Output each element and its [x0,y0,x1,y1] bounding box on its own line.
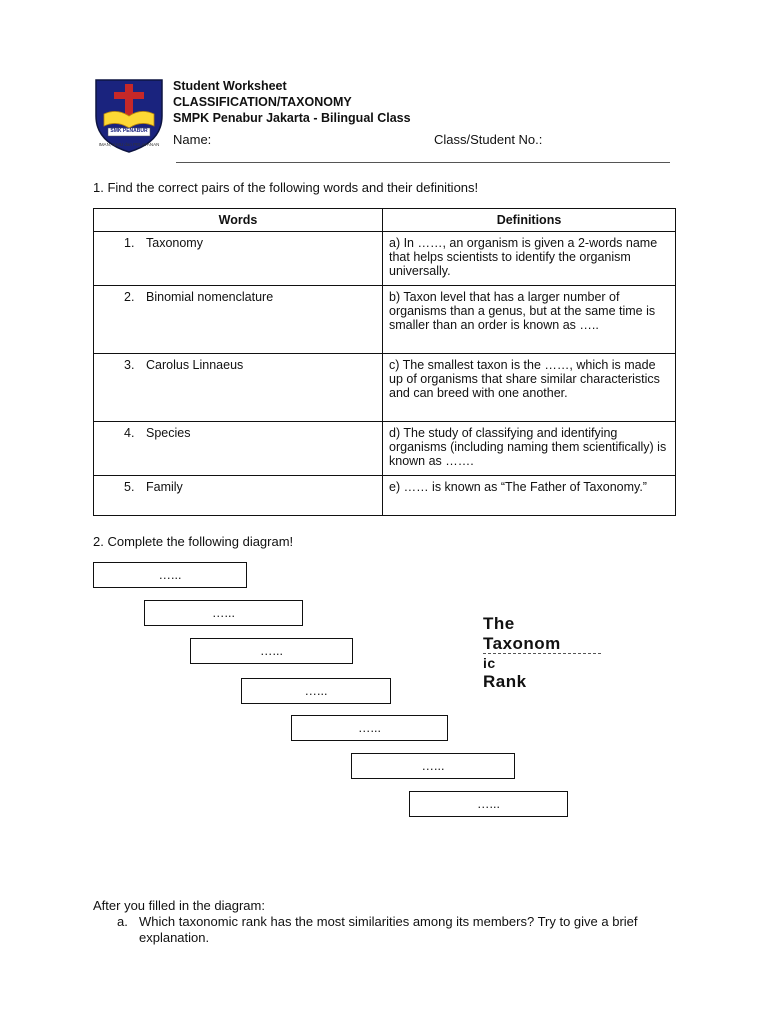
col-header-definitions: Definitions [383,209,676,232]
logo-banner-text: SMK PENABUR [110,128,148,134]
worksheet-topic: CLASSIFICATION/TAXONOMY [173,95,352,109]
question-a-marker: a. [117,914,128,929]
rank-box-4[interactable]: …... [241,678,391,704]
rank-box-7[interactable]: …... [409,791,568,817]
table-row-word: 5. Family [94,476,383,516]
matching-table [93,208,676,516]
diagram-title-underline [483,653,601,654]
logo-motto: IMAN, ILMU dan PELAYANAN [98,142,160,147]
q1-prompt: 1. Find the correct pairs of the following words and their definitions! [93,180,479,195]
table-row-word: 3. Carolus Linnaeus [94,354,383,422]
rank-box-1[interactable]: …... [93,562,247,588]
name-label: Name: [173,132,212,147]
q2-prompt: 2. Complete the following diagram! [93,534,294,549]
table-row-definition: a) In ……, an organism is given a 2-words name that helps scientists to identify the organism universally. [383,232,676,286]
rank-box-6[interactable]: …... [351,753,515,779]
rank-box-5[interactable]: …... [291,715,448,741]
worksheet-label: Student Worksheet [173,79,287,93]
table-row-definition: e) …… is known as “The Father of Taxonomy.” [383,476,676,516]
table-row-word: 4. Species [94,422,383,476]
name-underline [176,162,670,163]
table-row-word: 1. Taxonomy [94,232,383,286]
school-logo [92,76,166,154]
col-header-words: Words [94,209,383,232]
class-label: Class/Student No.: [434,132,543,147]
question-a-text: Which taxonomic rank has the most similarities among its members? Try to give a brief explanation. [139,914,638,945]
table-row-definition: b) Taxon level that has a larger number of organisms than a genus, but at the same time is smaller than an order is known as ….. [383,286,676,354]
rank-box-3[interactable]: …... [190,638,353,664]
table-row-definition: c) The smallest taxon is the ……, which is made up of organisms that share similar characteristics and can breed with one another. [383,354,676,422]
table-row-definition: d) The study of classifying and identifying organisms (including naming them scientifically) is known as ……. [383,422,676,476]
table-row-word: 2. Binomial nomenclature [94,286,383,354]
rank-box-2[interactable]: …... [144,600,303,626]
diagram-title: The Taxonom ic Rank [483,614,561,691]
after-intro: After you filled in the diagram: [93,898,265,913]
school-name: SMPK Penabur Jakarta - Bilingual Class [173,111,411,125]
